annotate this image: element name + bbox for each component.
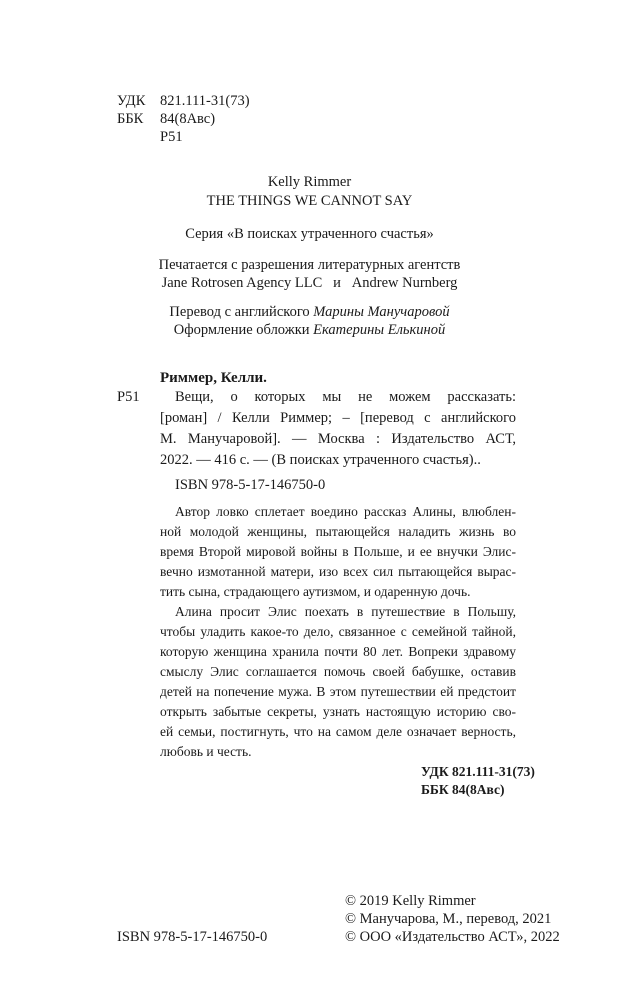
cover-designer-name: Екатерины Елькиной — [313, 322, 446, 338]
annotation-line: Автор ловко сплетает воедино рассказ Алины, влюблен- — [175, 504, 516, 519]
series-line: Серия «В поисках утраченного счастья» — [185, 226, 434, 242]
cover-credit — [0, 322, 619, 339]
catalog-isbn: ISBN 978-5-17-146750-0 — [175, 477, 326, 493]
copyright-line: © 2019 Kelly Rimmer — [345, 893, 476, 909]
author-name-en: Kelly Rimmer — [267, 174, 352, 190]
annotation-line: открыть забытые секреты, узнать настоящую историю сво- — [160, 704, 516, 719]
annotation-line: детей на попечение мужа. В этом путешествии ей предстоит — [160, 684, 516, 699]
catalog-desc-line: Вещи, о которых мы не можем рассказать: — [175, 389, 516, 405]
cover-prefix: Оформление обложки — [173, 322, 314, 338]
udk-value: 821.111-31(73) — [160, 93, 250, 109]
translation-credit — [0, 304, 619, 321]
copyright-line: © ООО «Издательство АСТ», 2022 — [345, 929, 560, 945]
bbk-value: 84(8Авс) — [160, 111, 216, 127]
annotation-line: чтобы уладить какое-то дело, связанное с семейной тайной, — [160, 624, 516, 639]
translator-name: Марины Манучаровой — [313, 304, 450, 320]
annotation-line: любовь и честь. — [160, 744, 252, 759]
author-mark-top: Р51 — [160, 129, 183, 145]
annotation-line: которую женщина хранила почти 80 лет. Вопреки здравому — [160, 644, 516, 659]
annotation-line: Алина просит Элис поехать в путешествие в Польшу, — [175, 604, 516, 619]
book-title-en: THE THINGS WE CANNOT SAY — [206, 193, 413, 209]
bbk-code-bottom: ББК 84(8Авс) — [421, 782, 505, 797]
footer-isbn: ISBN 978-5-17-146750-0 — [117, 929, 268, 945]
annotation-line: вечно измотанной матери, изо всех сил пытающейся выраc- — [160, 564, 516, 579]
agencies-line: Jane Rotrosen Agency LLC и Andrew Nurnberg — [161, 275, 458, 291]
catalog-author-heading: Риммер, Келли. — [160, 370, 267, 386]
annotation-line: время Второй мировой войны в Польше, и ее внучки Элис- — [160, 544, 516, 559]
bbk-label: ББК — [117, 111, 144, 127]
udk-label: УДК — [117, 93, 146, 109]
annotation-line: ей семьи, постигнуть, что на самом деле означает верность, — [160, 724, 516, 739]
catalog-desc-line: М. Манучаровой]. — Москва : Издательство АСТ, — [160, 431, 516, 447]
annotation-line: ной молодой женщины, пытающейся наладить жизнь во — [160, 524, 516, 539]
permission-line: Печатается с разрешения литературных агентств — [158, 257, 461, 273]
catalog-desc-line: [роман] / Келли Риммер; – [перевод с английского — [160, 410, 516, 426]
copyright-line: © Манучарова, М., перевод, 2021 — [345, 911, 552, 927]
udk-code-bottom: УДК 821.111-31(73) — [421, 764, 535, 779]
catalog-mark: Р51 — [117, 389, 140, 405]
translation-prefix: Перевод с английского — [169, 304, 314, 320]
annotation-line: тить сына, страдающего аутизмом, и одаренную дочь. — [160, 584, 471, 599]
catalog-desc-line: 2022. — 416 с. — (В поисках утраченного счастья).. — [160, 452, 481, 468]
annotation-line: смыслу Элис соглашается помочь своей бабушке, оставив — [160, 664, 516, 679]
